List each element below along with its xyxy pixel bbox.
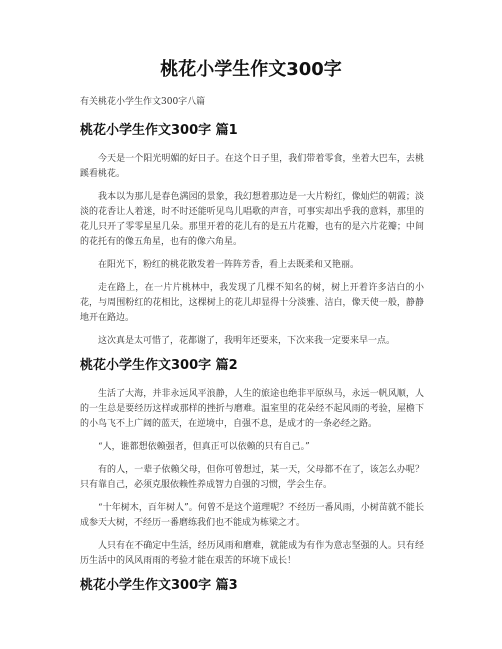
section-3: [80, 577, 424, 595]
article-body: [80, 122, 424, 607]
section-heading: 桃花小学生作文300字 篇1: [80, 123, 238, 138]
paragraph: 走在路上，在一片片桃林中，我发现了几棵不知名的树，树上开着许多洁白的小花，与周围粉红的花相比，这棵树上的花儿却显得十分淡雅、洁白，像天使一般，静静地开在路边。: [80, 283, 424, 323]
paragraph: 生活了大海，并非永远风平浪静，人生的旅途也绝非平原纵马，永远一帆风顺，人的一生总是要经历这样或那样的挫折与磨难。温室里的花朵经不起风雨的考验，屋檐下的小鸟飞不上广阔的蓝天，在逆境中，自强不息，是成才的一条必经之路。: [80, 389, 424, 429]
section-1: [80, 122, 424, 349]
paragraph: 有的人，一辈子依赖父母，但你可曾想过，某一天，父母都不在了，该怎么办呢？只有靠自己，必须克服依赖性养成智力自强的习惯，学会生存。: [80, 465, 424, 490]
section-heading: 桃花小学生作文300字 篇3: [80, 578, 238, 593]
paragraph: “人，谁都想依赖强者，但真正可以依赖的只有自己。”: [98, 442, 310, 452]
document-subtitle: 有关桃花小学生作文300字八篇: [80, 97, 206, 107]
paragraph: 在阳光下，粉红的桃花散发着一阵阵芳香，看上去既柔和又艳丽。: [98, 260, 360, 270]
page-title: 桃花小学生作文300字: [160, 59, 342, 80]
section-heading: 桃花小学生作文300字 篇2: [80, 358, 238, 373]
paragraph: 我本以为那儿是春色满园的景象，我幻想着那边是一大片粉红，像灿烂的朝霞；淡淡的花香让人着迷，时不时还能听见鸟儿唱歌的声音，可事实却出乎我的意料，那里的花儿只开了零零星星几朵。那里开着的花儿有的是五片花瓣，也有的是六片花瓣；中间的花托有的像五角星，也有的像六角星。: [80, 192, 424, 247]
section-2: [80, 357, 424, 569]
paragraph: 人只有在不确定中生活，经历风雨和磨难，就能成为有作为意志坚强的人。只有经历生活中的风风雨雨的考验才能在艰苦的环境下成长！: [80, 541, 424, 566]
paragraph: 这次真是太可惜了，花都谢了，我明年还要来，下次来我一定要来早一点。: [98, 336, 396, 346]
paragraph: 今天是一个阳光明媚的好日子。在这个日子里，我们带着零食，坐着大巴车，去桃蹊看桃花。: [80, 154, 424, 179]
paragraph: “十年树木，百年树人”。何曾不是这个道理呢？不经历一番风雨，小树苗就不能长成参天大树，不经历一番磨练我们也不能成为栋梁之才。: [80, 503, 424, 528]
